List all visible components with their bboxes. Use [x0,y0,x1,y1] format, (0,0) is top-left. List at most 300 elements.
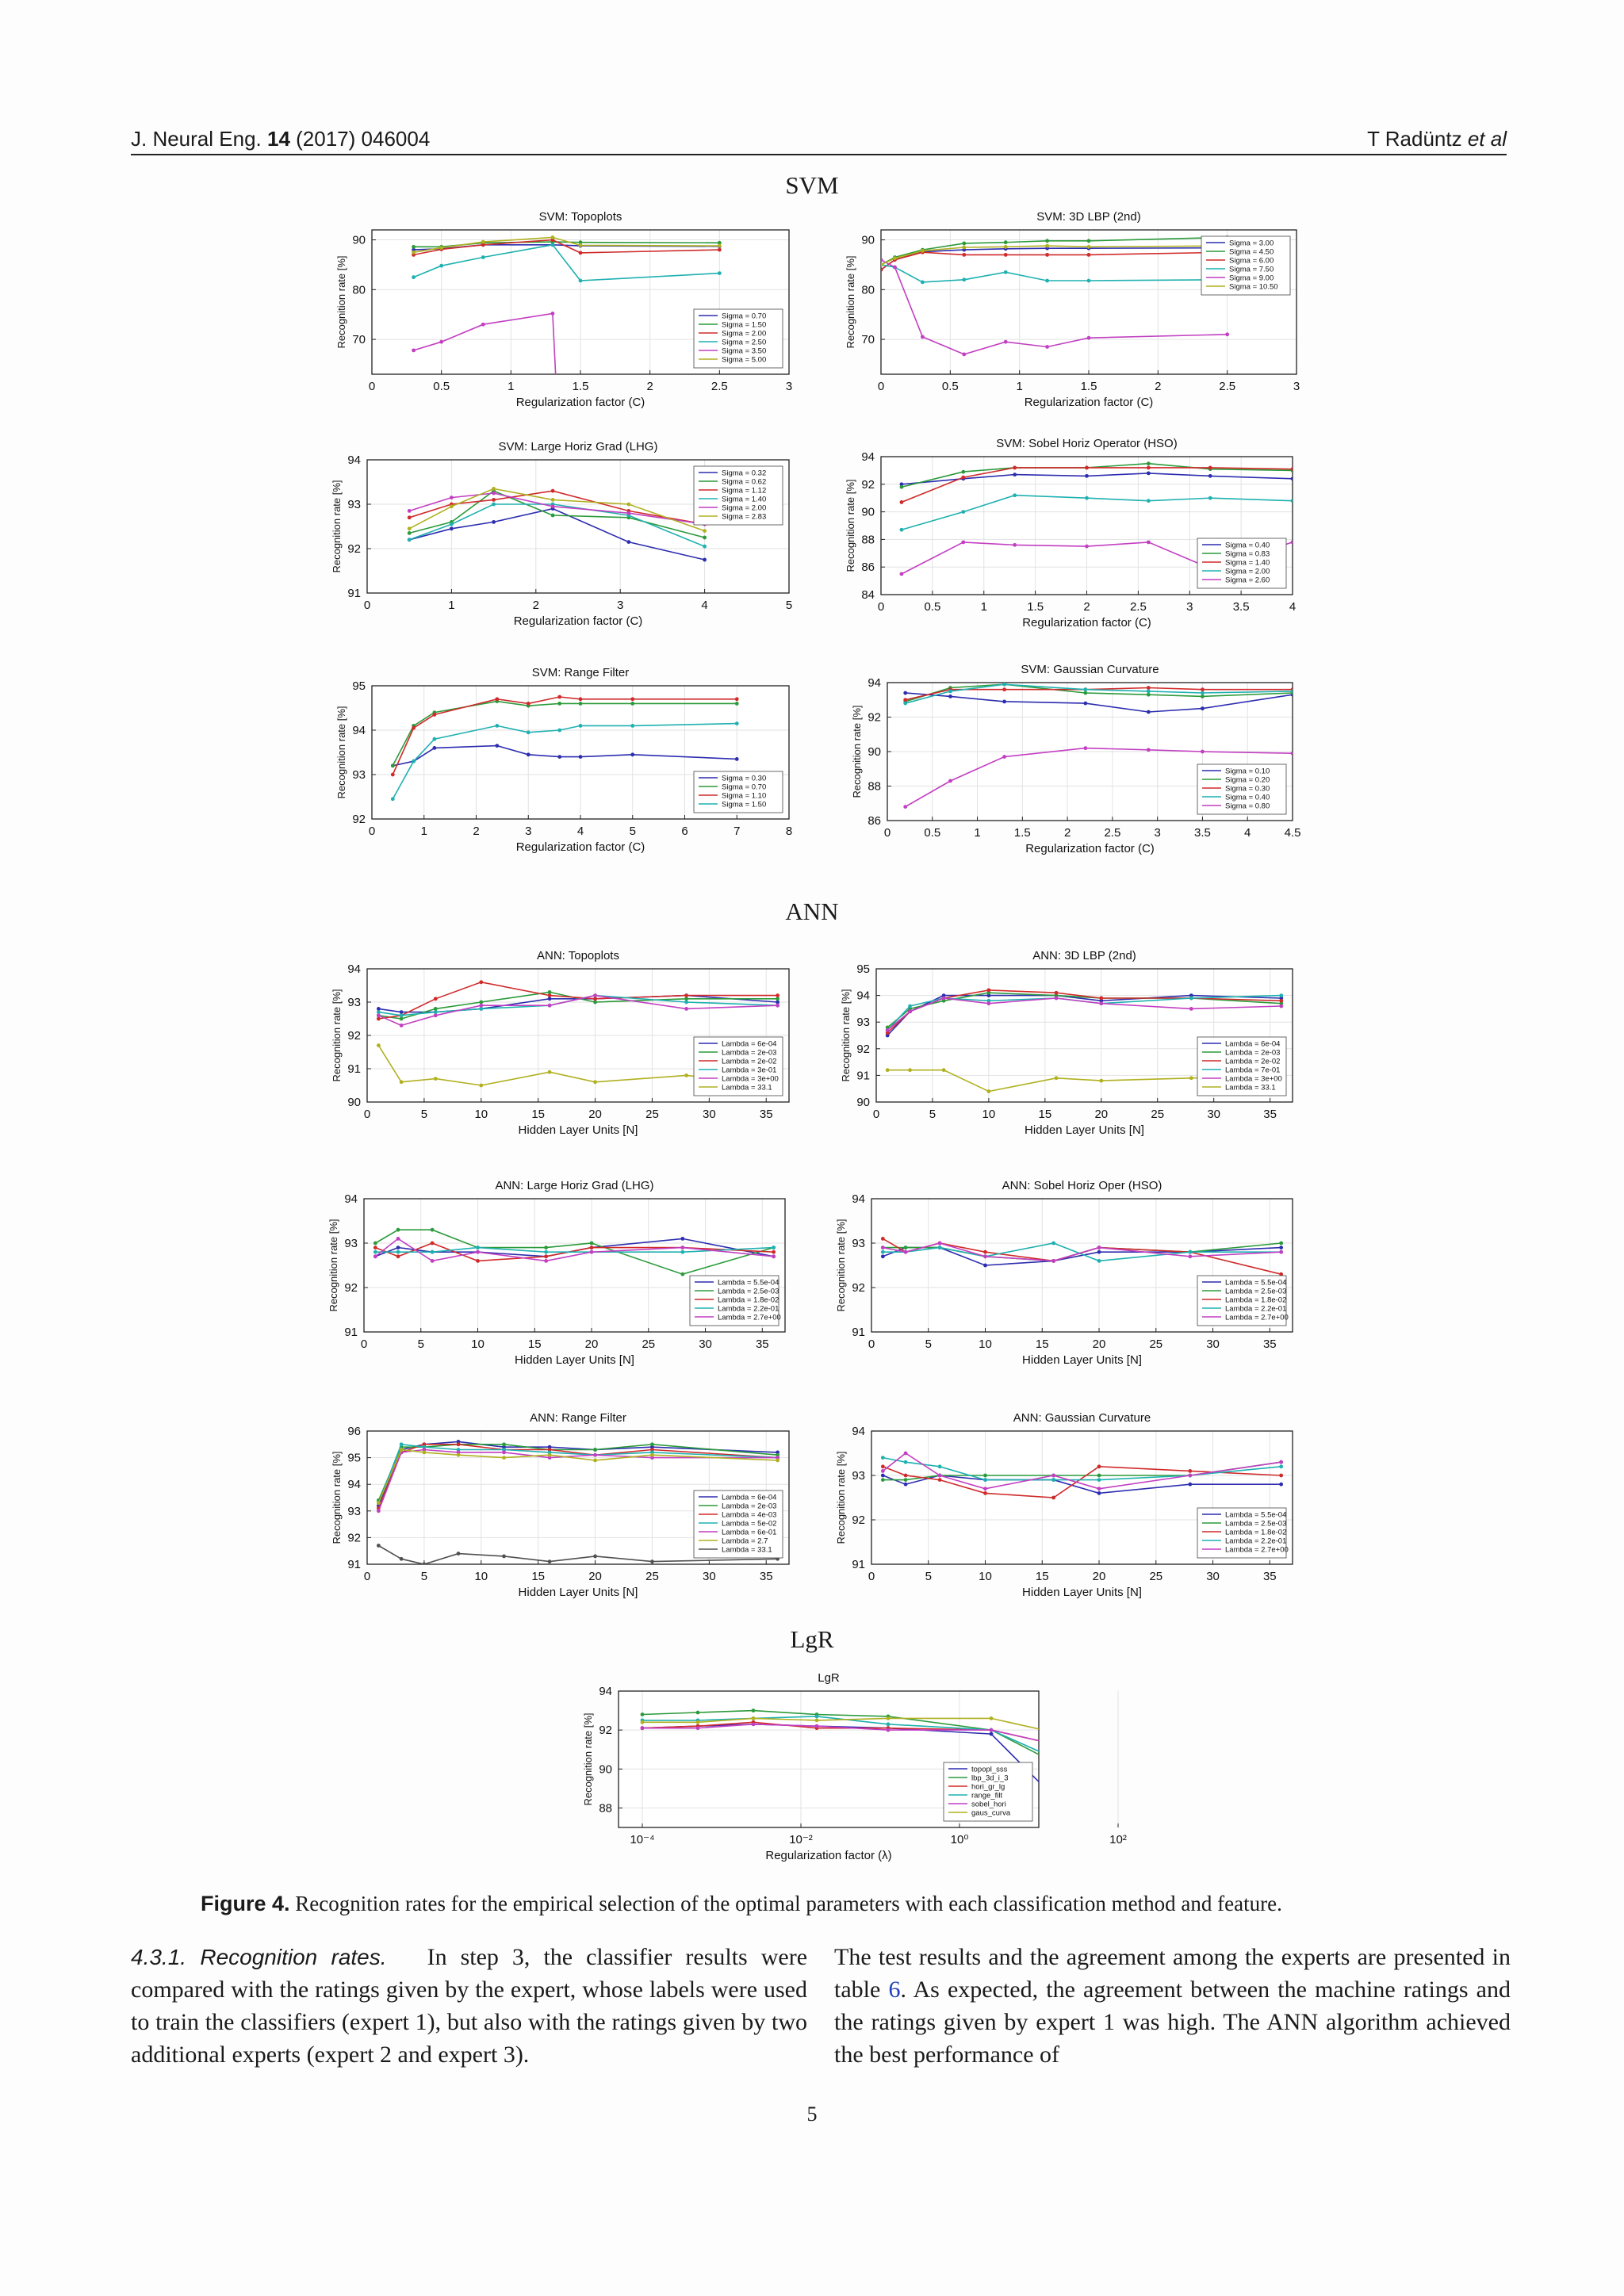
data-point [579,702,583,706]
chart-title: ANN: Range Filter [530,1411,626,1425]
legend-entry: Lambda = 2.5e-03 [718,1287,779,1296]
data-point [1291,476,1295,480]
data-point [1051,1242,1055,1246]
data-point [900,485,904,489]
data-point [879,258,883,262]
chart-title: SVM: Range Filter [531,666,630,679]
x-tick-label: 2 [646,380,653,393]
data-point [495,724,499,728]
data-point [400,1013,404,1017]
legend-entry: Lambda = 2.5e-03 [1225,1519,1287,1529]
legend-entry: Sigma = 0.40 [1225,793,1270,802]
chart-title: SVM: Topoplots [538,210,622,224]
data-point [1077,1736,1081,1740]
data-point [1279,999,1283,1003]
data-point [412,760,416,763]
subsection-heading: 4.3.1. Recognition rates. [131,1945,387,1969]
data-point [921,249,925,253]
data-point [439,340,443,344]
chart-title: ANN: Large Horiz Grad (LHG) [495,1179,654,1192]
data-point [593,1453,597,1457]
data-point [1097,1250,1101,1254]
data-point [1147,710,1151,714]
legend-entry: Sigma = 2.00 [1225,567,1270,576]
data-point [1051,1474,1055,1478]
y-tick-label: 70 [861,333,875,347]
legend-entry: Lambda = 5.5e-04 [1225,1278,1287,1288]
data-point [391,773,395,777]
journal-name: J. Neural Eng. [131,127,262,151]
x-tick-label: 0 [877,380,885,393]
data-point [450,526,454,530]
data-point [1189,1076,1193,1080]
data-point [881,1464,885,1468]
legend-entry: Sigma = 0.32 [722,469,767,478]
data-point [1087,239,1091,243]
legend-entry: Lambda = 2.7e+00 [1225,1313,1289,1322]
data-point [990,1732,994,1736]
legend-entry: Lambda = 2e-03 [722,1048,777,1058]
data-point [1097,1464,1101,1468]
legend-entry: Sigma = 0.70 [722,783,767,792]
data-point [412,245,416,249]
y-tick-label: 91 [852,1326,865,1339]
data-point [942,1068,946,1072]
body-paragraph-right-b: . As expected, the agreement between the machine ratings and the ratings given by expert 1 was high. The ANN algorithm achieved the best performance of [834,1976,1511,2068]
data-point [1291,689,1295,693]
x-tick-label: 5 [785,599,793,612]
legend-entry: Lambda = 2.5e-03 [1225,1287,1287,1296]
data-point [626,511,630,515]
data-point [1188,1469,1192,1473]
data-point [433,737,437,741]
legend-entry: Lambda = 2.7e+00 [1225,1545,1289,1555]
y-tick-label: 95 [352,679,366,693]
legend-entry: Lambda = 3e+00 [722,1074,779,1084]
data-point [1279,993,1283,997]
y-tick-label: 94 [868,676,881,690]
legend-entry: sobel_hori [971,1800,1006,1809]
legend-entry: Lambda = 1.8e-02 [1225,1295,1287,1305]
data-point [921,335,925,339]
data-point [479,980,483,984]
data-point [1291,499,1295,503]
data-point [641,1712,645,1716]
chart-svm-topoplots [329,208,805,410]
journal-volume: 14 [266,127,290,151]
data-point [961,540,965,544]
x-tick-label: 4 [576,825,584,838]
legend-entry: Lambda = 2e-03 [1225,1048,1281,1058]
y-tick-label: 93 [352,768,366,782]
data-point [1045,279,1049,283]
data-point [373,1246,377,1249]
running-header-citation [131,127,430,151]
data-point [684,997,688,1001]
chart-svm-gaussian-curv [837,660,1312,863]
data-point [1279,1483,1283,1487]
data-point [593,993,597,997]
data-point [684,1001,688,1004]
page-number: 5 [806,2103,818,2126]
legend-entry: Sigma = 1.40 [1225,558,1270,568]
x-tick-label: 10² [1109,1833,1127,1846]
data-point [1097,1487,1101,1490]
data-point [908,1004,912,1008]
data-point [1189,1007,1193,1011]
chart-ann-3d-lbp [837,943,1312,1146]
data-point [908,1068,912,1072]
y-tick-label: 91 [347,587,361,600]
data-point [772,1254,776,1258]
data-point [1055,1076,1059,1080]
data-point [373,1242,377,1246]
y-axis-label: Recognition rate [%] [851,705,863,798]
data-point [412,726,416,730]
x-tick-label: 0 [868,1337,875,1351]
data-point [703,558,707,562]
data-point [752,1716,756,1720]
legend-entry: gaus_curva [971,1808,1011,1818]
data-point [680,1246,684,1249]
x-tick-label: 20 [584,1337,599,1351]
x-tick-label: 30 [699,1337,712,1351]
legend-entry: Sigma = 4.50 [1229,247,1274,257]
data-point [391,763,395,767]
data-point [1013,493,1017,497]
data-point [412,251,416,254]
chart-svm-3d-lbp [837,208,1312,410]
y-tick-label: 92 [852,1513,865,1527]
data-point [548,1559,552,1563]
data-point [551,312,555,316]
data-point [557,729,561,733]
data-point [776,1001,779,1004]
data-point [433,746,437,750]
chart-title: SVM: Sobel Horiz Operator (HSO) [996,437,1178,450]
data-point [377,1544,381,1548]
section-title-ann: ANN [785,897,839,925]
x-tick-label: 8 [785,825,793,838]
data-point [1077,1773,1081,1777]
y-axis-label: Recognition rate [%] [331,480,343,573]
y-tick-label: 94 [861,450,875,464]
x-tick-label: 20 [588,1570,602,1583]
y-tick-label: 90 [856,1096,870,1109]
data-point [593,1080,597,1084]
x-tick-label: 5 [925,1570,932,1583]
data-point [590,1250,594,1254]
x-tick-label: 0 [363,1570,371,1583]
data-point [1085,496,1089,500]
data-point [1147,540,1151,544]
x-tick-label: 0 [883,826,891,840]
data-point [1291,467,1295,471]
data-point [815,1724,819,1728]
data-point [1201,706,1205,710]
legend-entry: Lambda = 33.1 [722,1083,772,1093]
legend-entry: Lambda = 5e-02 [722,1519,777,1529]
x-tick-label: 3 [1293,380,1300,393]
x-tick-label: 1 [420,825,427,838]
data-point [1083,702,1087,706]
x-tick-label: 25 [645,1108,659,1121]
data-point [680,1250,684,1254]
legend-entry: Lambda = 6e-01 [722,1528,777,1537]
data-point [396,1250,400,1254]
data-point [903,691,907,695]
data-point [1097,1474,1101,1478]
x-tick-label: 10 [471,1337,485,1351]
chart-title: SVM: Large Horiz Grad (LHG) [498,440,658,453]
x-tick-label: 15 [531,1570,546,1583]
y-tick-label: 93 [856,1016,870,1030]
data-point [1147,461,1151,465]
data-point [450,504,454,508]
data-point [548,1453,552,1457]
data-point [630,724,634,728]
data-point [377,1007,381,1011]
x-axis-label: Hidden Layer Units [N] [518,1586,638,1599]
x-tick-label: 0 [868,1570,875,1583]
y-tick-label: 94 [347,453,361,467]
data-point [1083,746,1087,750]
x-tick-label: 3 [1186,600,1193,614]
y-axis-label: Recognition rate [%] [845,255,856,349]
x-axis-label: Hidden Layer Units [N] [518,1123,638,1137]
y-tick-label: 70 [352,333,366,347]
data-point [373,1254,377,1258]
data-point [881,1474,885,1478]
data-point [377,1010,381,1014]
data-point [579,243,583,247]
x-axis-label: Regularization factor (C) [1024,396,1154,409]
data-point [548,997,552,1001]
y-axis-label: Recognition rate [%] [331,1451,343,1544]
data-point [593,1555,597,1559]
data-point [476,1259,480,1263]
data-point [1085,545,1089,549]
y-tick-label: 92 [347,542,361,556]
x-tick-label: 7 [733,825,741,838]
x-tick-label: 2 [532,599,539,612]
y-axis-label: Recognition rate [%] [335,255,347,349]
data-point [481,240,485,244]
data-point [1051,1496,1055,1500]
legend-entry: Sigma = 3.50 [722,346,767,356]
body-column-left [131,1941,807,2071]
legend-entry: hori_gr_lg [971,1782,1005,1792]
data-point [557,755,561,759]
chart-ann-range-filter [329,1406,805,1608]
y-tick-label: 88 [868,779,881,794]
data-point [735,757,739,761]
legend-entry: Sigma = 1.50 [722,320,767,330]
legend-entry: Lambda = 2.2e-01 [718,1304,779,1314]
data-point [752,1709,756,1712]
x-tick-label: 1.5 [1027,600,1044,614]
data-point [886,1028,890,1032]
data-point [735,702,739,706]
data-point [983,1250,987,1254]
data-point [961,470,965,474]
data-point [641,1726,645,1730]
data-point [904,1460,908,1464]
data-point [400,1442,404,1446]
data-point [1279,1004,1283,1008]
data-point [373,1250,377,1254]
data-point [990,1728,994,1732]
y-tick-label: 92 [852,1281,865,1295]
x-axis-label: Regularization factor (C) [513,614,643,628]
legend-entry: Lambda = 2.7 [722,1536,768,1546]
chart-title: ANN: Topoplots [537,949,619,962]
data-point [680,1237,684,1241]
x-tick-label: 15 [1038,1108,1052,1121]
data-point [881,1254,885,1258]
legend-entry: Lambda = 33.1 [1225,1083,1276,1093]
data-point [1051,1259,1055,1263]
y-tick-label: 92 [344,1281,358,1295]
data-point [1201,750,1205,754]
legend-entry: Lambda = 2.7e+00 [718,1313,781,1322]
data-point [492,487,496,491]
data-point [492,503,496,507]
data-point [431,1228,435,1232]
data-point [986,1001,990,1005]
data-point [983,1264,987,1268]
x-axis-label: Hidden Layer Units [N] [1022,1353,1142,1367]
data-point [557,695,561,699]
data-point [434,1010,438,1014]
data-point [479,1001,483,1004]
data-point [879,268,883,272]
data-point [986,1089,990,1093]
x-tick-label: 30 [1206,1337,1220,1351]
x-tick-label: 10⁰ [950,1833,969,1846]
data-point [396,1228,400,1232]
x-tick-label: 0.5 [924,600,941,614]
data-point [886,1068,890,1072]
data-point [986,988,990,992]
data-point [879,263,883,267]
data-point [903,805,907,809]
data-point [1045,239,1049,243]
data-point [1055,991,1059,995]
x-tick-label: 0 [363,599,371,612]
x-tick-label: 3 [785,380,793,393]
figure-caption [201,1892,1282,1916]
data-point [1002,755,1006,759]
x-tick-label: 0 [363,1108,371,1121]
data-point [431,1259,435,1263]
data-point [1147,689,1151,693]
legend-entry: Sigma = 2.50 [722,338,767,347]
data-point [703,545,707,549]
data-point [377,1509,381,1513]
x-tick-label: 10⁻⁴ [630,1833,655,1846]
data-point [400,1017,404,1021]
data-point [881,1250,885,1254]
legend-entry: Lambda = 3e+00 [1225,1074,1282,1084]
data-point [544,1254,548,1258]
y-tick-label: 86 [861,561,875,575]
data-point [1147,686,1151,690]
y-tick-label: 92 [861,477,875,492]
data-point [1099,1079,1103,1083]
data-point [590,1242,594,1246]
data-point [718,244,722,248]
data-point [1077,1747,1081,1751]
chart-title: SVM: Gaussian Curvature [1021,663,1159,676]
y-tick-label: 90 [861,505,875,519]
data-point [948,695,952,698]
data-point [408,526,412,530]
author-name: T Radüntz [1367,127,1462,151]
data-point [815,1718,819,1722]
data-point [1188,1483,1192,1487]
data-point [377,1043,381,1047]
data-point [938,1474,942,1478]
x-tick-label: 5 [417,1337,424,1351]
x-tick-label: 4 [1244,826,1251,840]
legend-entry: lbp_3d_i_3 [971,1774,1009,1783]
x-axis-label: Regularization factor (C) [1022,616,1151,629]
x-tick-label: 6 [681,825,688,838]
data-point [492,492,496,496]
data-point [422,1450,426,1454]
data-point [942,997,946,1001]
x-tick-label: 1 [974,826,981,840]
chart-ann-lhg [329,1173,805,1376]
y-tick-label: 96 [347,1425,361,1438]
y-tick-label: 93 [347,1504,361,1518]
legend-entry: Lambda = 2e-03 [722,1502,777,1511]
data-point [1087,253,1091,257]
data-point [938,1464,942,1468]
y-tick-label: 90 [861,233,875,247]
data-point [641,1720,645,1724]
data-point [1002,700,1006,704]
data-point [904,1452,908,1456]
data-point [1077,1747,1081,1751]
data-point [650,1442,654,1446]
x-tick-label: 25 [1151,1108,1165,1121]
legend-entry: Sigma = 6.00 [1229,256,1274,266]
x-tick-label: 20 [1092,1337,1106,1351]
data-point [735,721,739,725]
y-tick-label: 88 [599,1801,612,1816]
table-reference-link[interactable]: 6 [888,1976,901,2003]
x-tick-label: 2.5 [1219,380,1236,393]
x-tick-label: 5 [420,1570,428,1583]
data-point [1087,245,1091,249]
data-point [1087,279,1091,283]
data-point [593,997,597,1001]
data-point [983,1478,987,1482]
legend-entry: Lambda = 4e-03 [722,1510,777,1520]
data-point [776,993,779,997]
data-point [1208,496,1212,500]
data-point [630,697,634,701]
x-tick-label: 35 [759,1570,773,1583]
data-point [551,514,555,518]
x-tick-label: 15 [531,1108,546,1121]
x-tick-label: 0 [872,1108,880,1121]
data-point [579,697,583,701]
x-tick-label: 25 [642,1337,656,1351]
y-tick-label: 90 [599,1762,612,1777]
